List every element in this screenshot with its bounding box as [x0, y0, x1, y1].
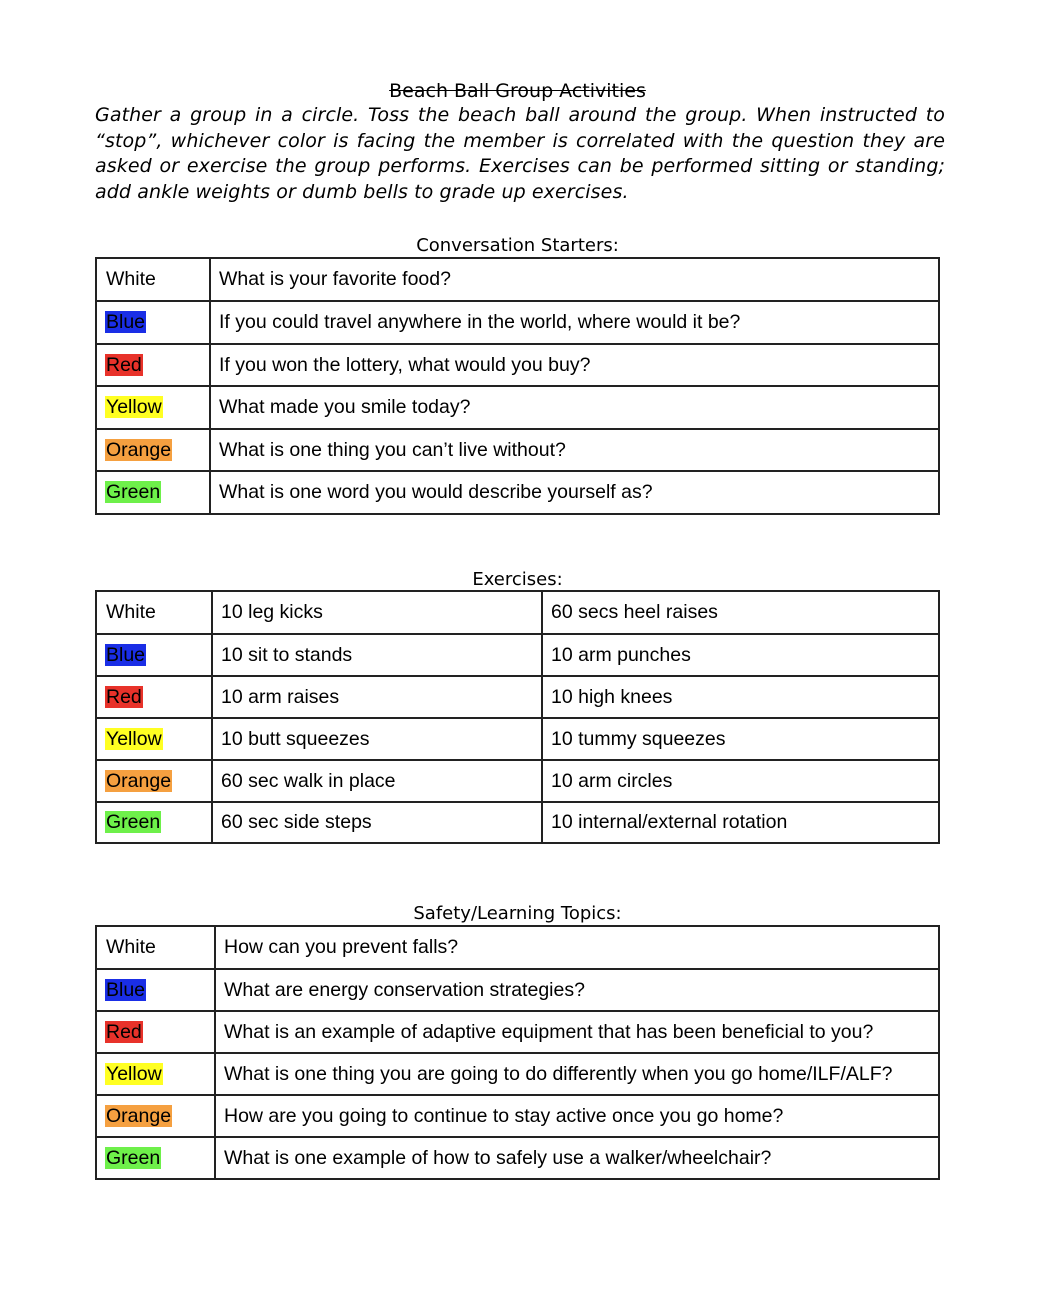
- color-label-yellow: Yellow: [106, 727, 162, 750]
- exercises-heading: Exercises:: [472, 569, 563, 590]
- exercise-cell: 10 arm circles: [542, 760, 939, 802]
- color-cell: [96, 1053, 215, 1095]
- document-title: Beach Ball Group Activities: [389, 80, 646, 102]
- color-label-red: Red: [106, 353, 142, 376]
- exercise-cell: 10 arm raises: [212, 676, 542, 718]
- color-cell: [96, 344, 210, 386]
- table-row: [96, 1095, 939, 1137]
- color-cell: [96, 1095, 215, 1137]
- exercises-table: [95, 590, 940, 844]
- topic-cell: What is one thing you are going to do differently when you go home/ILF/ALF?: [215, 1053, 939, 1095]
- color-label-blue: Blue: [106, 978, 146, 1001]
- color-label-white: White: [106, 268, 156, 290]
- table-row: [96, 718, 939, 760]
- color-label-green: Green: [106, 811, 161, 833]
- color-label-white: White: [106, 601, 156, 623]
- color-label-blue: Blue: [106, 311, 146, 333]
- exercise-cell: 10 internal/external rotation: [542, 802, 939, 843]
- topic-cell: What is one example of how to safely use a walker/wheelchair?: [215, 1137, 939, 1179]
- safety-table: [95, 925, 940, 1180]
- exercise-cell: 10 sit to stands: [212, 634, 542, 676]
- color-cell: [96, 591, 212, 634]
- exercise-cell: 10 leg kicks: [212, 591, 542, 634]
- topic-cell: What are energy conservation strategies?: [215, 969, 939, 1011]
- exercise-cell: 10 butt squeezes: [212, 718, 542, 760]
- color-label-green: Green: [106, 1146, 161, 1169]
- color-cell: [96, 471, 210, 514]
- color-label-yellow: Yellow: [106, 1062, 162, 1085]
- color-cell: [96, 634, 212, 676]
- color-label-yellow: Yellow: [106, 396, 162, 418]
- table-row: [96, 344, 939, 386]
- table-row: [96, 386, 939, 429]
- color-label-red: Red: [106, 685, 142, 708]
- question-cell: What is one word you would describe yourself as?: [210, 471, 939, 514]
- exercise-cell: 10 tummy squeezes: [542, 718, 939, 760]
- color-cell: [96, 429, 210, 471]
- table-row: [96, 429, 939, 471]
- question-cell: If you won the lottery, what would you buy?: [210, 344, 939, 386]
- table-row: [96, 926, 939, 969]
- color-label-orange: Orange: [106, 1104, 172, 1127]
- question-cell: What made you smile today?: [210, 386, 939, 429]
- topic-cell: How are you going to continue to stay active once you go home?: [215, 1095, 939, 1137]
- table-row: [96, 471, 939, 514]
- color-cell: [96, 301, 210, 344]
- question-cell: What is your favorite food?: [210, 258, 939, 301]
- table-row: [96, 1011, 939, 1053]
- table-row: [96, 969, 939, 1011]
- topic-cell: How can you prevent falls?: [215, 926, 939, 969]
- conversation-heading: Conversation Starters:: [416, 235, 619, 256]
- table-row: [96, 1053, 939, 1095]
- color-cell: [96, 258, 210, 301]
- color-cell: [96, 802, 212, 843]
- safety-heading: Safety/Learning Topics:: [413, 903, 622, 924]
- color-cell: [96, 676, 212, 718]
- table-row: [96, 258, 939, 301]
- color-label-blue: Blue: [106, 643, 146, 666]
- color-cell: [96, 969, 215, 1011]
- conversation-table: [95, 257, 940, 515]
- color-cell: [96, 1137, 215, 1179]
- color-label-green: Green: [106, 481, 161, 503]
- table-row: [96, 760, 939, 802]
- exercise-cell: 10 high knees: [542, 676, 939, 718]
- table-row: [96, 591, 939, 634]
- table-row: [96, 634, 939, 676]
- exercise-cell: 60 sec side steps: [212, 802, 542, 843]
- color-cell: [96, 760, 212, 802]
- intro-paragraph: Gather a group in a circle. Toss the beach ball around the group. When instructed to “stop”, whichever color is facing the member is correlated with the question they are asked or exercise the group performs. Exercises can be performed sitting or standing; add ankle weights or dumb bells to grade up exercises.: [95, 104, 945, 203]
- table-row: [96, 301, 939, 344]
- color-label-white: White: [106, 936, 156, 958]
- exercise-cell: 60 secs heel raises: [542, 591, 939, 634]
- color-label-orange: Orange: [106, 438, 172, 461]
- table-row: [96, 1137, 939, 1179]
- exercise-cell: 10 arm punches: [542, 634, 939, 676]
- color-cell: [96, 718, 212, 760]
- color-label-orange: Orange: [106, 769, 172, 792]
- color-cell: [96, 386, 210, 429]
- color-label-red: Red: [106, 1020, 142, 1043]
- table-row: [96, 676, 939, 718]
- question-cell: What is one thing you can’t live without?: [210, 429, 939, 471]
- color-cell: [96, 926, 215, 969]
- topic-cell: What is an example of adaptive equipment that has been beneficial to you?: [215, 1011, 939, 1053]
- exercise-cell: 60 sec walk in place: [212, 760, 542, 802]
- color-cell: [96, 1011, 215, 1053]
- question-cell: If you could travel anywhere in the world, where would it be?: [210, 301, 939, 344]
- table-row: [96, 802, 939, 843]
